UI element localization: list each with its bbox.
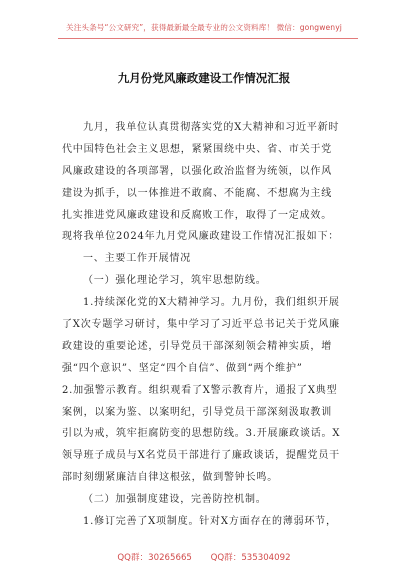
paragraph-line: 九月，我单位认真贯彻落实党的X大精神和习近平新时 — [83, 122, 340, 133]
paragraph-line: 1.修订完善了X项制度。针对X方面存在的薄弱环节， — [83, 516, 337, 528]
subsection-heading: （一）强化理论学习，筑牢思想防线。 — [83, 275, 267, 287]
promo-header: 关注头条号“公文研究”，获得最新最全最专业的公文资料库！ 微信：gongwenyj — [66, 23, 342, 32]
document-body — [62, 117, 354, 533]
paragraph-line: 风廉政建设的各项部署，以强化政治监督为统领，以作风 — [62, 165, 332, 177]
qq-group-1: QQ群：30265665 — [117, 553, 192, 563]
paragraph-line: 案例，以案为鉴、以案明纪，引导党员干部深刻汲取教训 — [62, 406, 332, 418]
document-title: 九月份党风廉政建设工作情况汇报 — [117, 71, 291, 85]
paragraph-line: 现将我单位2024年九月党风廉政建设工作情况汇报如下： — [62, 231, 340, 243]
paragraph-line: 强“四个意识”、坚定“四个自信”、做到“两个维护” — [62, 362, 303, 374]
paragraph-line: 代中国特色社会主义思想，紧紧围绕中央、省、市关于党 — [62, 143, 332, 155]
paragraph-line: 建设为抓手，以一体推进不敢腐、不能腐、不想腐为主线 — [62, 187, 332, 199]
header-divider — [58, 38, 358, 39]
subsection-heading: （二）加强制度建设，完善防控机制。 — [83, 494, 267, 506]
paragraph-line: 1.持续深化党的X大精神学习。九月份，我们组织开展 — [83, 297, 340, 309]
qq-group-2: QQ群：535304092 — [210, 553, 291, 563]
paragraph-line: 部时刻绷紧廉洁自律这根弦，做到警钟长鸣。 — [62, 472, 278, 484]
paragraph-line: 领导班子成员与X名党员干部进行了廉政谈话，提醒党员干 — [62, 450, 340, 462]
paragraph-line: 政建设的重要论述，引导党员干部深刻领会精神实质，增 — [62, 340, 332, 352]
contact-footer — [0, 551, 408, 563]
paragraph-line: 了X次专题学习研讨，集中学习了习近平总书记关于党风廉 — [62, 319, 340, 331]
paragraph-line: 引以为戒，筑牢拒腐防变的思想防线。3.开展廉政谈话。X — [62, 428, 341, 440]
paragraph-line: 2.加强警示教育。组织观看了X警示教育片，通报了X典型 — [62, 384, 338, 396]
paragraph-line: 扎实推进党风廉政建设和反腐败工作，取得了一定成效。 — [62, 209, 332, 221]
section-heading: 一、主要工作开展情况 — [83, 253, 191, 265]
